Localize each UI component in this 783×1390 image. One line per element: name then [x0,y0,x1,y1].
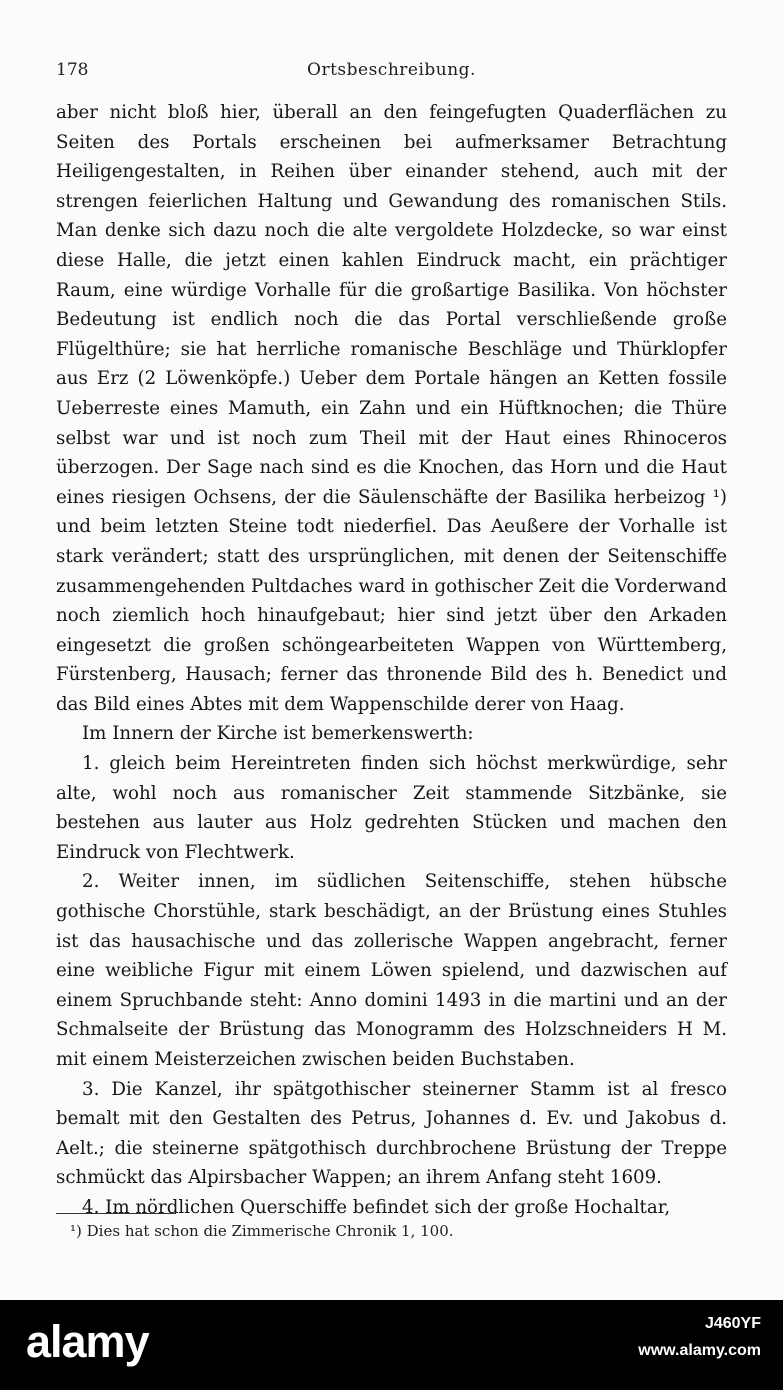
list-item-2: 2. Weiter innen, im südlichen Seitenschiffe, stehen hübsche gothische Chorstühle, stark beschädigt, an der Brüstung eines Stuhles ist das hausachische und das zollerische Wappen angebracht, ferner eine weibliche Figur mit einem Löwen spielend, und dazwischen auf einem Spruchbande steht: Anno domini 1493 in die martini und an der Schmalseite der Brüstung das Monogramm des Holzschneiders H M. mit einem Meisterzeichen zwischen beiden Buchstaben. [56,871,727,1070]
paragraph-1: aber nicht bloß hier, überall an den feingefugten Quaderflächen zu Seiten des Portals erscheinen bei aufmerksamer Betrachtung Heiligengestalten, in Reihen über einander stehend, auch mit der strengen feierlichen Haltung und Gewandung des romanischen Stils. Man denke sich dazu noch die alte vergoldete Holzdecke, so war einst diese Halle, die jetzt einen kahlen Eindruck macht, ein prächtiger Raum, eine würdige Vorhalle für die großartige Basilika. Von höchster Bedeutung ist endlich noch die das Portal verschließende große Flügelthüre; sie hat herrliche romanische Beschläge und Thürklopfer aus Erz (2 Löwenköpfe.) Ueber dem Portale hängen an Ketten fossile Ueberreste eines Mamuth, ein Zahn und ein Hüftknochen; die Thüre selbst war und ist noch zum Theil mit der Haut eines Rhinoceros überzogen. Der Sage nach sind es die Knochen, das Horn und die Haut eines riesigen Ochsens, der die Säulenschäfte der Basilika herbeizog ¹) und beim letzten Steine todt niederfiel. Das Aeußere der Vorhalle ist stark verändert; statt des ursprünglichen, mit denen der Seitenschiffe zusammengehenden Pultdaches ward in gothischer Zeit die Vorderwand noch ziemlich hoch hinaufgebaut; hier sind jetzt über den Arkaden eingesetzt die großen schöngearbeiteten Wappen von Württemberg, Fürstenberg, Hausach; ferner das thronende Bild des h. Benedict und das Bild eines Abtes mit dem Wappenschilde derer von Haag. [56,102,727,715]
footnote-marker: ¹) [70,1222,82,1240]
list-item-4: 4. Im nördlichen Querschiffe befindet sich der große Hochaltar, [82,1196,671,1218]
watermark-url: www.alamy.com [638,1342,761,1359]
watermark-band [0,1300,783,1390]
paragraph-2: Im Innern der Kirche ist bemerkenswerth: [82,723,474,745]
footnote [70,1222,454,1240]
alamy-logo: alamy [26,1316,149,1367]
page-number: 178 [56,60,89,80]
running-title: Ortsbeschreibung. [307,60,476,80]
footnote-text: Dies hat schon die Zimmerische Chronik 1, 100. [86,1222,454,1240]
body-text [56,98,727,1223]
footnote-rule [56,1213,176,1214]
image-id: J460YF [704,1315,761,1332]
list-item-3: 3. Die Kanzel, ihr spätgothischer steinerner Stamm ist al fresco bemalt mit den Gestalten des Petrus, Johannes d. Ev. und Jakobus d. Aelt.; die steinerne spätgothisch durchbrochene Brüstung der Treppe schmückt das Alpirsbacher Wappen; an ihrem Anfang steht 1609. [56,1078,727,1189]
list-item-1: 1. gleich beim Hereintreten finden sich höchst merkwürdige, sehr alte, wohl noch aus romanischer Zeit stammende Sitzbänke, sie bestehen aus lauter aus Holz gedrehten Stücken und machen den Eindruck von Flechtwerk. [56,753,727,863]
page-header [56,60,727,88]
